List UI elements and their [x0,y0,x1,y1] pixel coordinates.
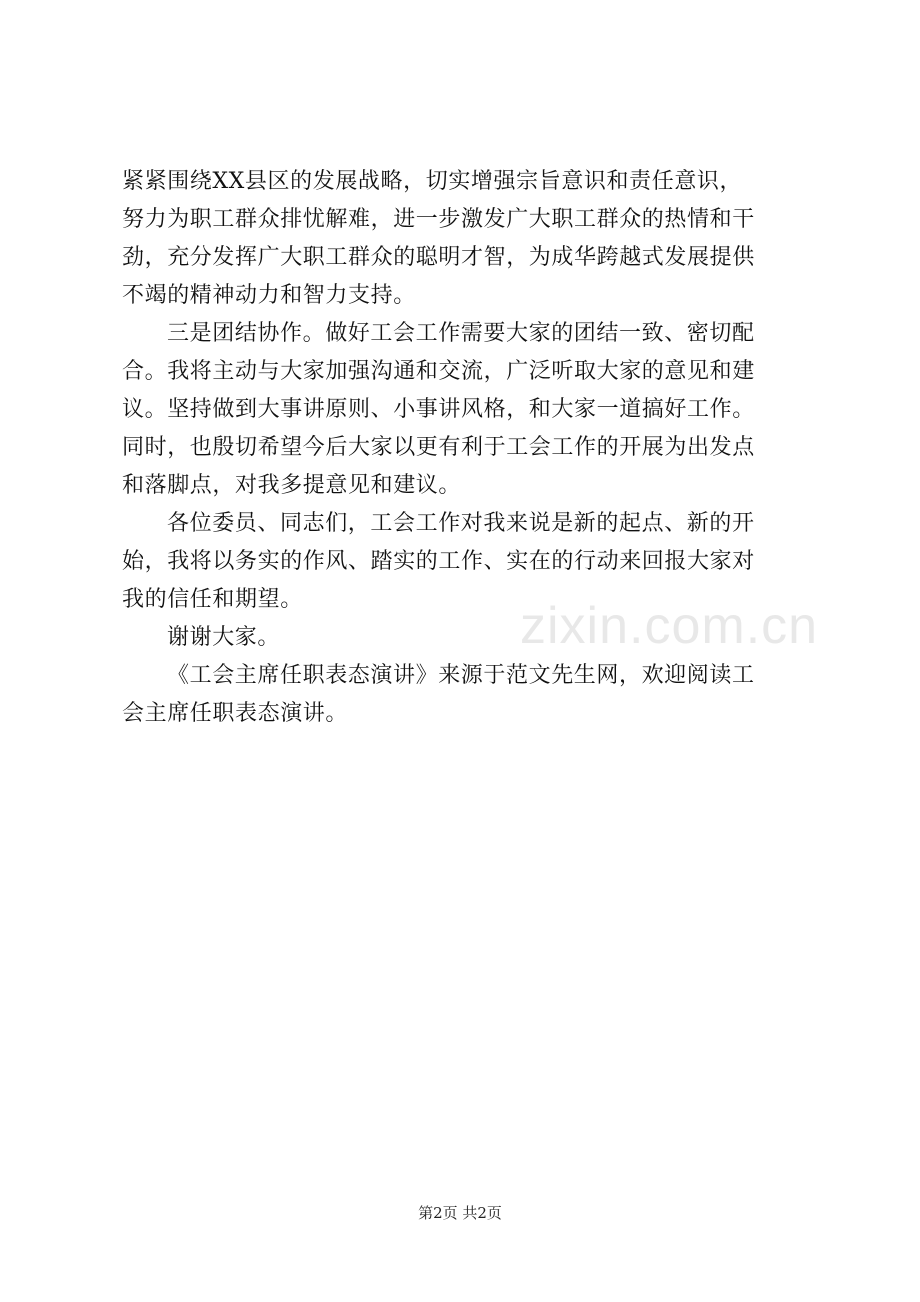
text-line: 劲，充分发挥广大职工群众的聪明才智，为成华跨越式发展提供 [122,245,755,270]
text-line: 合。我将主动与大家加强沟通和交流，广泛听取大家的意见和建 [122,359,755,384]
text-line: 不竭的精神动力和智力支持。 [122,283,416,308]
page-footer: 第2页 共2页 [418,1204,502,1222]
watermark-text: zixin.com.cn [520,597,819,655]
text-line: 会主席任职表态演讲。 [122,701,349,726]
text-line: 始，我将以务实的作风、踏实的工作、实在的行动来回报大家对 [122,549,755,574]
text-line: 各位委员、同志们，工会工作对我来说是新的起点、新的开 [167,511,755,536]
text-line: 和落脚点，对我多提意见和建议。 [122,473,462,498]
text-line: 谢谢大家。 [167,625,281,650]
text-line: 三是团结协作。做好工会工作需要大家的团结一致、密切配 [167,321,755,346]
text-line: 紧紧围绕XX县区的发展战略，切实增强宗旨意识和责任意识， [122,169,743,194]
text-line: 我的信任和期望。 [122,587,303,612]
text-line: 《工会主席任职表态演讲》来源于范文先生网，欢迎阅读工 [167,663,755,688]
text-line: 同时，也殷切希望今后大家以更有利于工会工作的开展为出发点 [122,435,755,460]
text-line: 努力为职工群众排忧解难，进一步激发广大职工群众的热情和干 [122,207,755,232]
text-line: 议。坚持做到大事讲原则、小事讲风格，和大家一道搞好工作。 [122,397,755,422]
